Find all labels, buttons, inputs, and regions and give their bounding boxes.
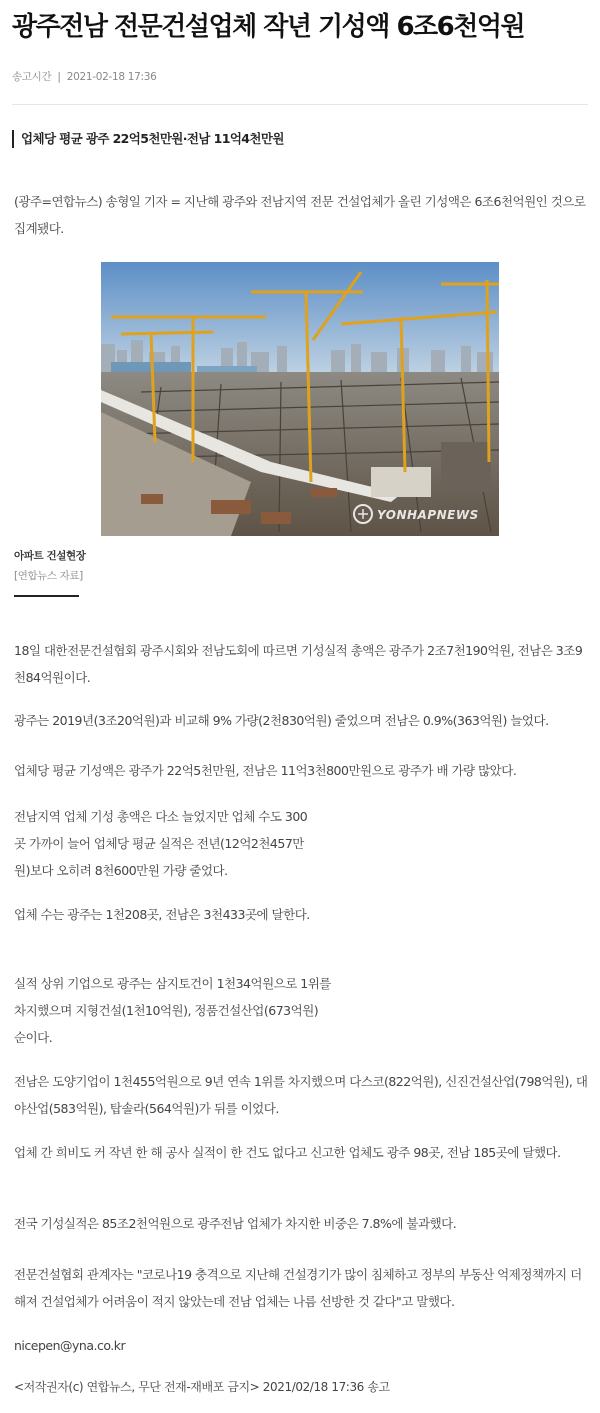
body-paragraph: 전남지역 업체 기성 총액은 다소 늘었지만 업체 수도 300곳 가까이 늘어 업체당 평균 실적은 전년(12억2천457만원)보다 오히려 8천600만원 가량 줄었다. bbox=[14, 809, 308, 878]
header-divider bbox=[12, 104, 588, 105]
body-paragraph: 전문건설협회 관계자는 "코로나19 충격으로 지난해 건설경기가 많이 침체하고 정부의 부동산 억제정책까지 더해져 건설업체가 어려움이 적지 않았는데 전남 업체는 나름 선방한 것 같다"고 말했다. bbox=[14, 1267, 582, 1309]
article-headline: 광주전남 전문건설업체 작년 기성액 6조6천억원 bbox=[12, 12, 525, 42]
meta-label: 송고시간 bbox=[12, 71, 52, 83]
body-paragraph: 업체 간 희비도 커 작년 한 해 공사 실적이 한 건도 없다고 신고한 업체도 광주 98곳, 전남 185곳에 달했다. bbox=[14, 1145, 561, 1160]
article-subheadline: 업체당 평균 광주 22억5천만원·전남 11억4천만원 bbox=[12, 130, 284, 148]
svg-text:YONHAPNEWS: YONHAPNEWS bbox=[377, 508, 479, 522]
article-meta bbox=[12, 69, 157, 84]
body-paragraph: 업체 수는 광주는 1천208곳, 전남은 3천433곳에 달한다. bbox=[14, 907, 310, 922]
lead-paragraph: (광주=연합뉴스) 송형일 기자 = 지난해 광주와 전남지역 전문 건설업체가 올린 기성액은 6조6천억원인 것으로 집계됐다. bbox=[14, 194, 586, 236]
body-paragraph: 업체당 평균 기성액은 광주가 22억5천만원, 전남은 11억3천800만원으로 광주가 배 가량 많았다. bbox=[14, 763, 517, 778]
body-paragraph: 18일 대한전문건설협회 광주시회와 전남도회에 따르면 기성실적 총액은 광주가 2조7천190억원, 전남은 3조9천84억원이다. bbox=[14, 643, 583, 685]
copyright-notice: <저작권자(c) 연합뉴스, 무단 전재-재배포 금지> 2021/02/18 17:36 송고 bbox=[14, 1380, 390, 1394]
body-paragraph: 전남은 도양기업이 1천455억원으로 9년 연속 1위를 차지했으며 다스코(822억원), 신진건설산업(798억원), 대야산업(583억원), 탑솔라(564억원)가 뒤를 이었다. bbox=[14, 1074, 588, 1116]
caption-divider bbox=[14, 595, 79, 597]
photo-caption-credit: [연합뉴스 자료] bbox=[14, 570, 83, 582]
body-paragraph: 전국 기성실적은 85조2천억원으로 광주전남 업체가 차지한 비중은 7.8%에 불과했다. bbox=[14, 1216, 457, 1231]
body-paragraph: 실적 상위 기업으로 광주는 삼지토건이 1천34억원으로 1위를 차지했으며 지형건설(1천10억원), 정품건설산업(673억원) 순이다. bbox=[14, 976, 331, 1045]
meta-separator: | bbox=[57, 71, 61, 83]
construction-site-image bbox=[101, 262, 499, 536]
article-photo[interactable] bbox=[101, 262, 499, 536]
reporter-email[interactable]: nicepen@yna.co.kr bbox=[14, 1338, 126, 1353]
photo-caption-title: 아파트 건설현장 bbox=[14, 550, 86, 562]
publish-timestamp: 2021-02-18 17:36 bbox=[66, 71, 157, 83]
body-paragraph: 광주는 2019년(3조20억원)과 비교해 9% 가량(2천830억원) 줄었으며 전남은 0.9%(363억원) 늘었다. bbox=[14, 713, 549, 728]
